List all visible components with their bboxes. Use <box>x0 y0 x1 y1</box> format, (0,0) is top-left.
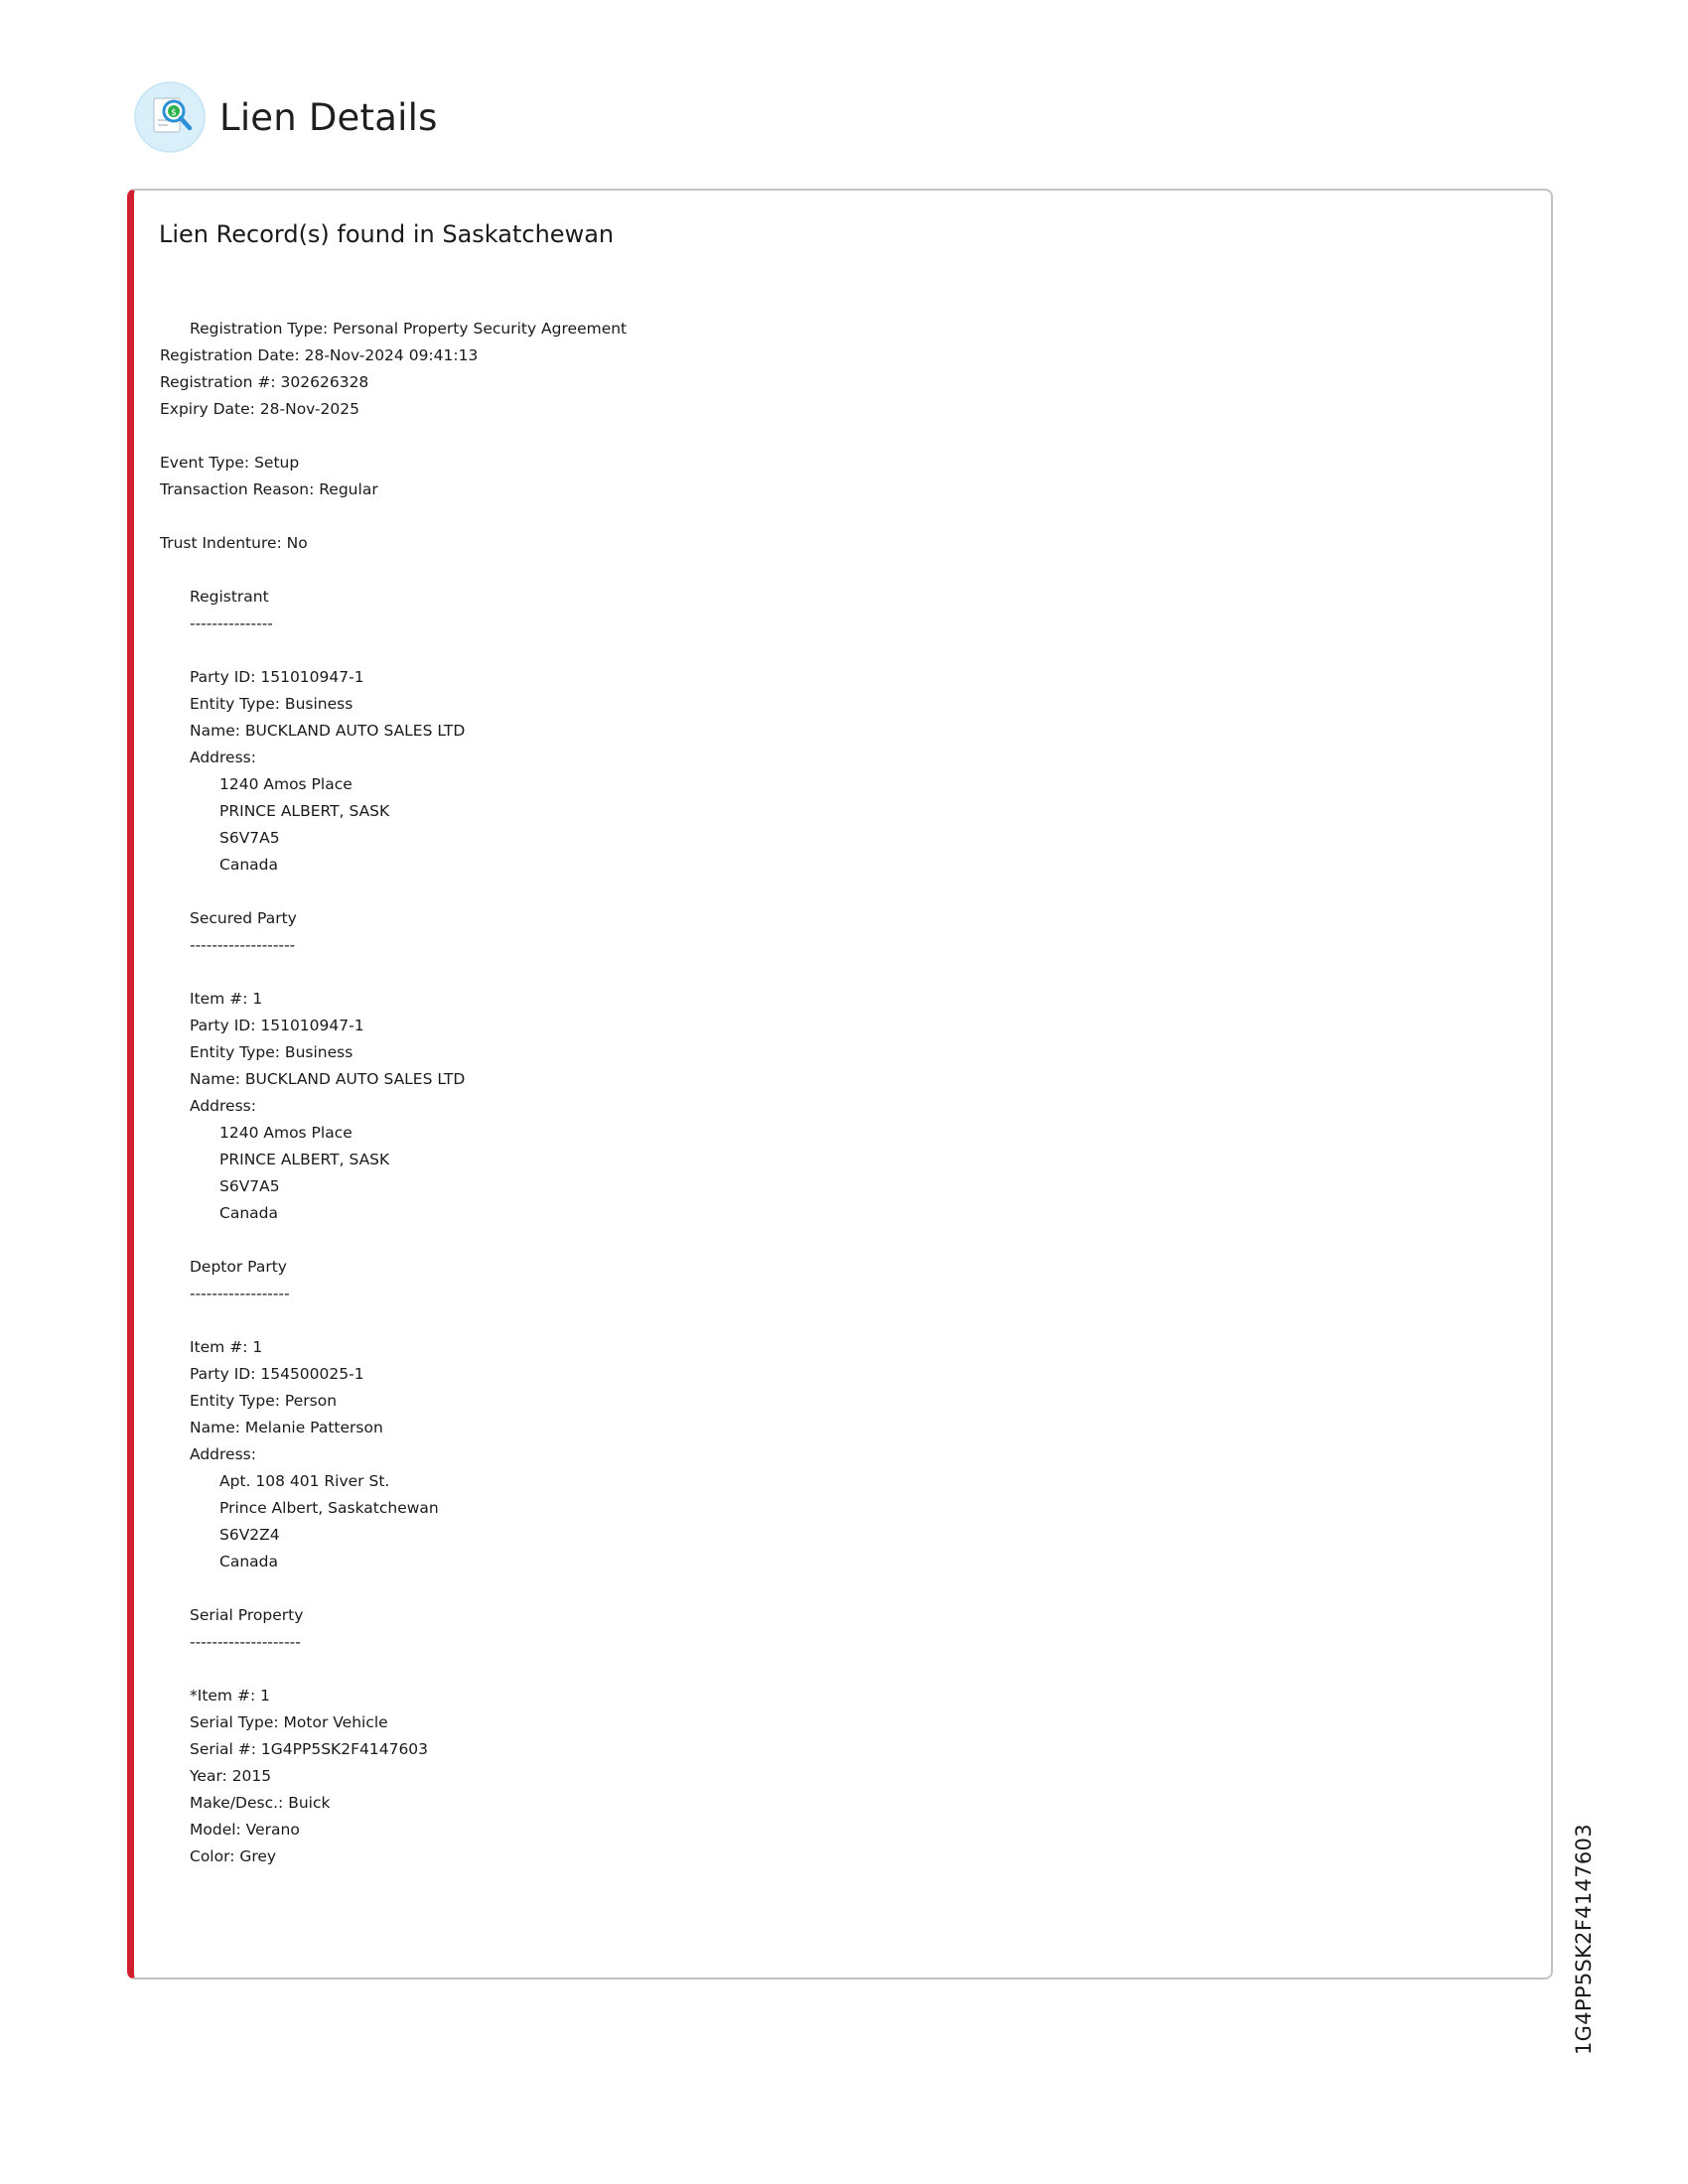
registrant-address-label: Address: <box>190 749 256 766</box>
page-title: Lien Details <box>219 95 438 139</box>
vehicle-year: Year: 2015 <box>190 1767 272 1785</box>
vehicle-make: Make/Desc.: Buick <box>190 1794 331 1812</box>
debtor-party-entity-type: Entity Type: Person <box>190 1392 338 1410</box>
document-search-icon <box>134 81 206 153</box>
section-divider: ------------------- <box>190 936 296 954</box>
secured-party-item: Item #: 1 <box>190 990 263 1008</box>
secured-party-address-line: 1240 Amos Place <box>219 1124 352 1142</box>
debtor-party-address-label: Address: <box>190 1445 256 1463</box>
debtor-party-heading: Deptor Party <box>190 1258 287 1276</box>
debtor-party-name: Name: Melanie Patterson <box>190 1419 383 1436</box>
transaction-reason: Transaction Reason: Regular <box>160 480 378 498</box>
secured-party-address-line: S6V7A5 <box>219 1177 280 1195</box>
section-divider: ------------------ <box>190 1285 290 1302</box>
registrant-address-line: Canada <box>219 856 278 874</box>
trust-indenture: Trust Indenture: No <box>160 534 308 552</box>
card-title: Lien Record(s) found in Saskatchewan <box>159 220 615 248</box>
debtor-party-address-line: Prince Albert, Saskatchewan <box>219 1499 439 1517</box>
vertical-serial-number: 1G4PP5SK2F4147603 <box>1572 1824 1596 2055</box>
registration-date: Registration Date: 28-Nov-2024 09:41:13 <box>160 346 479 364</box>
registrant-heading: Registrant <box>190 588 269 606</box>
serial-number: Serial #: 1G4PP5SK2F4147603 <box>190 1740 429 1758</box>
secured-party-name: Name: BUCKLAND AUTO SALES LTD <box>190 1070 466 1088</box>
secured-party-address-line: Canada <box>219 1204 278 1222</box>
secured-party-entity-type: Entity Type: Business <box>190 1043 353 1061</box>
secured-party-address-label: Address: <box>190 1097 256 1115</box>
registrant-address-line: 1240 Amos Place <box>219 775 352 793</box>
event-type: Event Type: Setup <box>160 454 300 472</box>
debtor-party-party-id: Party ID: 154500025-1 <box>190 1365 364 1383</box>
expiry-date: Expiry Date: 28-Nov-2025 <box>160 400 359 418</box>
registrant-name: Name: BUCKLAND AUTO SALES LTD <box>190 722 466 740</box>
lien-record-card <box>127 189 1553 1979</box>
registrant-party-id: Party ID: 151010947-1 <box>190 668 364 686</box>
serial-property-heading: Serial Property <box>190 1606 304 1624</box>
secured-party-party-id: Party ID: 151010947-1 <box>190 1017 364 1034</box>
svg-text:$: $ <box>171 108 177 118</box>
section-divider: -------------------- <box>190 1633 301 1651</box>
secured-party-heading: Secured Party <box>190 909 297 927</box>
registration-type: Registration Type: Personal Property Security Agreement <box>190 320 628 338</box>
vehicle-model: Model: Verano <box>190 1821 300 1839</box>
serial-type: Serial Type: Motor Vehicle <box>190 1713 388 1731</box>
serial-property-item: *Item #: 1 <box>190 1687 270 1705</box>
page-header <box>134 79 438 155</box>
debtor-party-address-line: S6V2Z4 <box>219 1526 280 1544</box>
vehicle-color: Color: Grey <box>190 1847 277 1865</box>
registrant-address-line: PRINCE ALBERT, SASK <box>219 802 390 820</box>
debtor-party-address-line: Canada <box>219 1553 278 1570</box>
registration-number: Registration #: 302626328 <box>160 373 369 391</box>
debtor-party-address-line: Apt. 108 401 River St. <box>219 1472 390 1490</box>
section-divider: --------------- <box>190 614 273 632</box>
registrant-address-line: S6V7A5 <box>219 829 280 847</box>
lien-record <box>160 316 627 1870</box>
secured-party-address-line: PRINCE ALBERT, SASK <box>219 1151 390 1168</box>
registrant-entity-type: Entity Type: Business <box>190 695 353 713</box>
debtor-party-item: Item #: 1 <box>190 1338 263 1356</box>
